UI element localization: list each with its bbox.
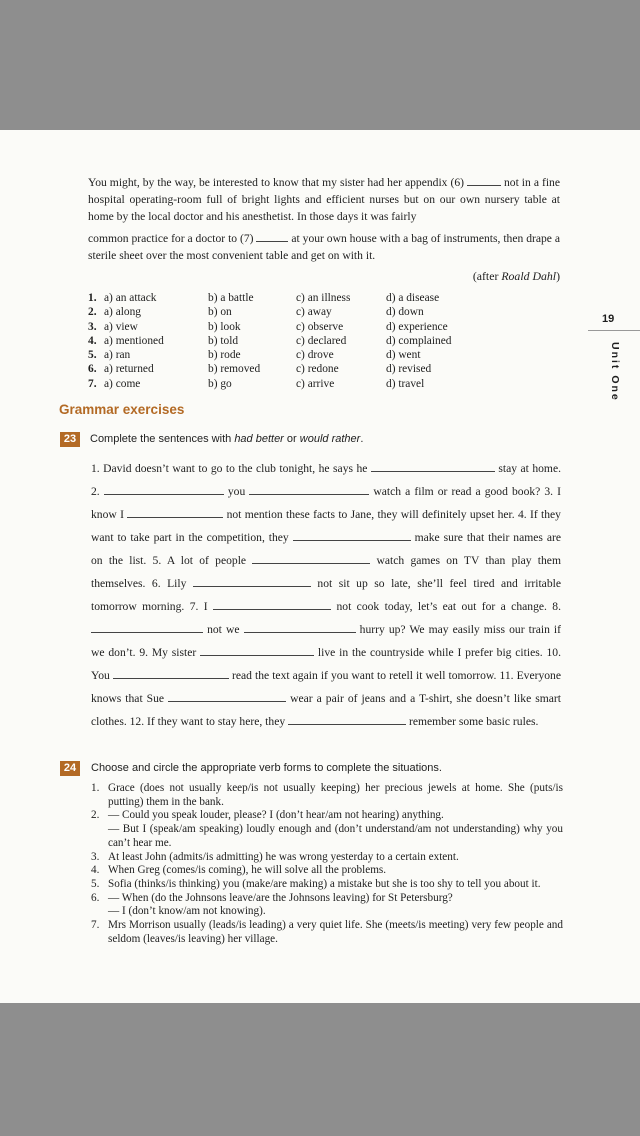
item-number: 7.	[91, 919, 100, 932]
option-choice[interactable]: b) look	[208, 320, 241, 333]
option-choice[interactable]: a) mentioned	[104, 334, 164, 347]
exercise-24-item	[91, 823, 563, 850]
answer-blank[interactable]	[249, 484, 369, 495]
option-choice[interactable]: c) an illness	[296, 292, 351, 304]
answer-blank[interactable]	[371, 461, 495, 472]
option-choice[interactable]: a) come	[104, 377, 141, 390]
answer-blank[interactable]	[127, 507, 223, 518]
exercise-24-item	[91, 851, 563, 865]
option-choice[interactable]: c) drove	[296, 349, 334, 362]
option-number: 6.	[88, 363, 97, 376]
answer-blank-6[interactable]	[467, 175, 501, 186]
exercise-24-item	[91, 809, 563, 823]
item-number: 4.	[91, 864, 100, 877]
option-choice[interactable]: d) down	[386, 306, 424, 319]
option-row	[88, 334, 476, 348]
reading-passage	[88, 175, 560, 265]
item-text: — Could you speak louder, please? I (don’t hear/am not hearing) anything.	[108, 809, 444, 822]
option-choice[interactable]: d) complained	[386, 334, 452, 347]
option-choice[interactable]: b) on	[208, 306, 232, 319]
exercise-24-item	[91, 878, 563, 892]
item-number	[91, 823, 108, 850]
option-choice[interactable]: c) away	[296, 306, 332, 319]
divider	[588, 330, 640, 331]
item-number: 3.	[91, 850, 100, 863]
passage-credit: (after Roald Dahl)	[472, 269, 560, 283]
exercise-24-item	[91, 892, 563, 906]
exercise-24-item	[91, 905, 563, 919]
exercise-24-item	[91, 782, 563, 809]
unit-label: Unit One	[609, 342, 621, 402]
option-choice[interactable]: b) go	[208, 377, 232, 390]
option-choice[interactable]: a) view	[104, 320, 138, 333]
option-choice[interactable]: a) returned	[104, 363, 154, 376]
item-text: When Greg (comes/is coming), he will solve all the problems.	[108, 864, 387, 877]
option-choice[interactable]: a) an attack	[104, 292, 157, 304]
option-choice[interactable]: c) redone	[296, 363, 339, 376]
section-title: Grammar exercises	[59, 402, 185, 417]
option-choice[interactable]: b) removed	[208, 363, 261, 376]
answer-blank[interactable]	[193, 576, 311, 587]
item-text: — But I (speak/am speaking) loudly enough and (don’t understand/am not understanding) why you can’t hear me.	[108, 823, 563, 849]
option-choice[interactable]: d) experience	[386, 320, 448, 333]
option-choice[interactable]: d) revised	[386, 363, 432, 376]
option-number: 1.	[88, 292, 97, 304]
answer-blank[interactable]	[168, 691, 286, 702]
answer-blank[interactable]	[113, 668, 229, 679]
option-row	[88, 305, 476, 319]
exercise-24-instructions: Choose and circle the appropriate verb forms to complete the situations.	[91, 762, 442, 774]
item-text: Sofia (thinks/is thinking) you (make/are making) a mistake but she is too shy to tell you about it.	[108, 877, 541, 890]
answer-blank[interactable]	[91, 622, 203, 633]
item-text: — When (do the Johnsons leave/are the Johnsons leaving) for St Petersburg?	[108, 891, 453, 904]
exercise-24-item	[91, 864, 563, 878]
answer-blank[interactable]	[293, 530, 411, 541]
passage-paragraph-1: You might, by the way, be interested to know that my sister had her appendix (6) not in a fine hospital operating-room full of bright lights and efficient nurses but on our own nursery table at home by the local doctor and his anesthetist. In those days it was fairly	[88, 176, 560, 223]
option-number: 3.	[88, 320, 97, 333]
answer-blank[interactable]	[104, 484, 224, 495]
option-choice[interactable]: a) ran	[104, 349, 131, 362]
item-text: At least John (admits/is admitting) he was wrong yesterday to a certain extent.	[108, 850, 459, 863]
exercise-23-number: 23	[60, 432, 80, 447]
exercise-24-number: 24	[60, 761, 80, 776]
passage-paragraph-2: common practice for a doctor to (7) at your own house with a bag of instruments, then drape a sterile sheet over the most convenient table and get on with it.	[88, 232, 561, 263]
options-table	[88, 291, 476, 391]
item-number: 1.	[91, 782, 100, 794]
credit-author: Roald Dahl	[501, 269, 557, 283]
option-choice[interactable]: b) a battle	[208, 292, 254, 304]
option-row	[88, 291, 476, 305]
item-number: 5.	[91, 877, 100, 890]
option-choice[interactable]: a) along	[104, 306, 142, 319]
option-choice[interactable]: d) went	[386, 349, 421, 362]
option-row	[88, 377, 476, 391]
item-number: 6.	[91, 891, 100, 904]
answer-blank[interactable]	[200, 645, 314, 656]
option-choice[interactable]: c) observe	[296, 320, 344, 333]
exercise-23-instructions: Complete the sentences with had better or would rather.	[90, 433, 364, 445]
option-number: 4.	[88, 334, 97, 347]
exercise-24-item	[91, 919, 563, 946]
item-number: 2.	[91, 809, 100, 822]
item-text: Mrs Morrison usually (leads/is leading) a very quiet life. She (meets/is meeting) very few people and seldom (leaves/is leaving) her village.	[108, 919, 563, 945]
exercise-23-text: 1. David doesn’t want to go to the club tonight, he says he stay at home. 2. you watch a film or read a good book? 3. I know I not mention these facts to Jane, they will definitely upset her. 4. If they want to take part in the competition, they make sure that their names are on the list. 5. A lot of people watch games on TV than play them themselves. 6. Lily not sit up so late, she’ll feel tired and irritable tomorrow morning. 7. I not cook today, let’s eat out for a change. 8. not we hurry up? We may easily miss our train if we don’t. 9. My sister live in the countryside while I prefer big cities. 10. You read the text again if you want to retell it well tomorrow. 11. Everyone knows that Sue wear a pair of jeans and a T-shirt, she doesn’t like smart clothes. 12. If they want to stay here, they remember some basic rules.	[91, 462, 562, 728]
answer-blank[interactable]	[244, 622, 356, 633]
option-row	[88, 320, 476, 334]
option-row	[88, 362, 476, 376]
page-number: 19	[602, 313, 615, 325]
option-number: 2.	[88, 306, 97, 319]
answer-blank[interactable]	[252, 553, 370, 564]
textbook-page	[0, 130, 640, 1003]
answer-blank[interactable]	[288, 714, 406, 725]
exercise-24-items	[91, 782, 563, 946]
option-row	[88, 348, 476, 362]
option-number: 5.	[88, 349, 97, 362]
option-choice[interactable]: d) a disease	[386, 292, 440, 304]
item-number	[91, 905, 108, 919]
option-choice[interactable]: c) arrive	[296, 377, 335, 390]
option-choice[interactable]: d) travel	[386, 377, 425, 390]
answer-blank[interactable]	[213, 599, 331, 610]
option-number: 7.	[88, 377, 97, 390]
option-choice[interactable]: c) declared	[296, 334, 347, 347]
option-choice[interactable]: b) rode	[208, 349, 241, 362]
item-text: Grace (does not usually keep/is not usually keeping) her precious jewels at home. She (puts/is putting) them in the bank.	[108, 782, 563, 808]
item-text: — I (don’t know/am not knowing).	[108, 905, 266, 918]
option-choice[interactable]: b) told	[208, 334, 239, 347]
answer-blank-7[interactable]	[256, 231, 288, 242]
